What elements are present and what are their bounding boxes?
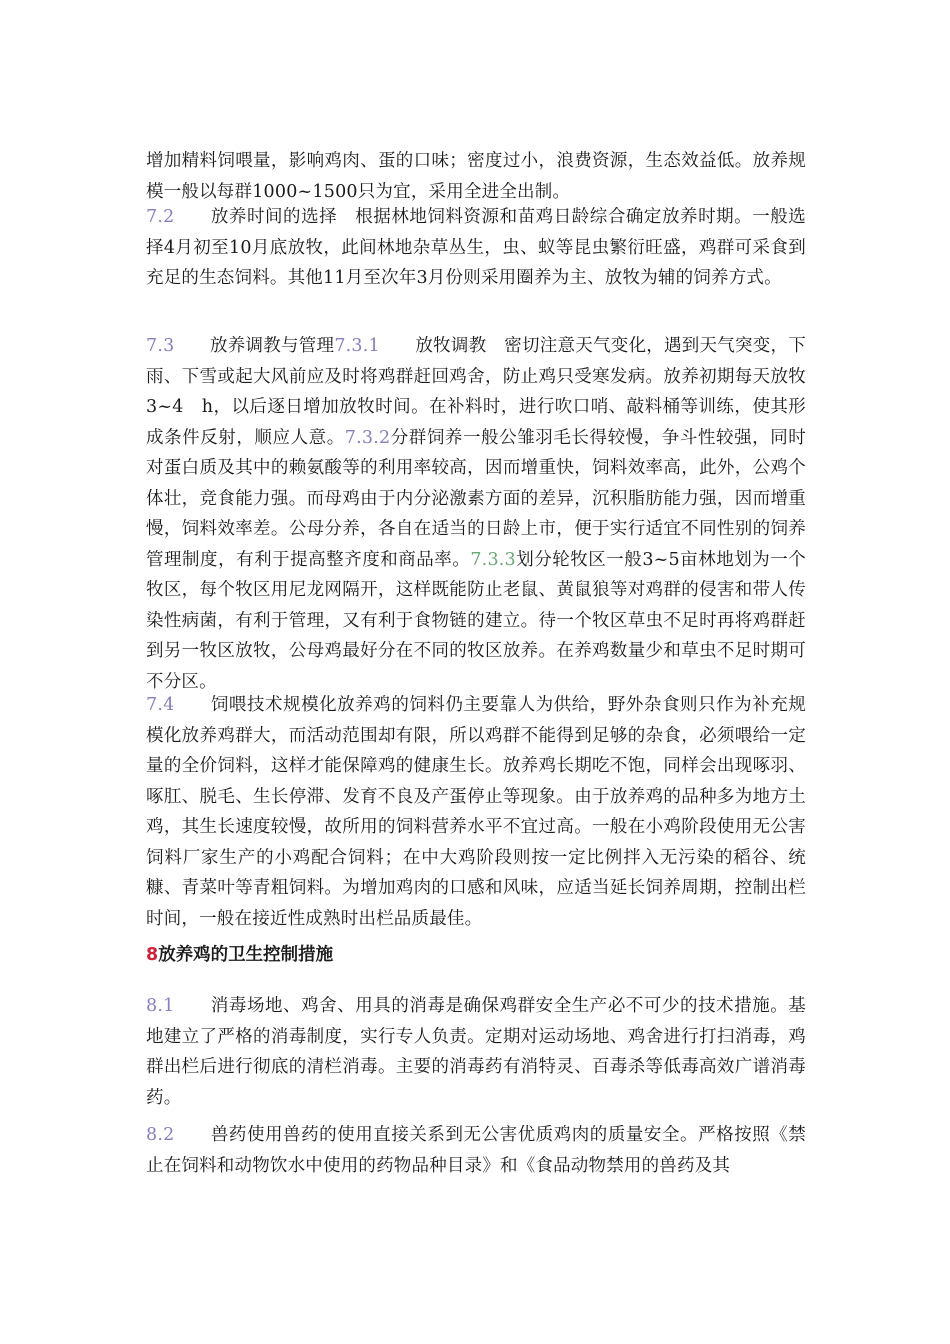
paragraph-text: 兽药使用兽药的使用直接关系到无公害优质鸡肉的质量安全。严格按照《禁止在饲料和动物饮水中使用的药物品种目录》和《食品动物禁用的兽药及其	[146, 1125, 806, 1176]
subsection-number: 7.3.3	[470, 549, 516, 570]
subsection-number: 7.3.1	[334, 336, 380, 356]
paragraph-text: 饲喂技术规模化放养鸡的饲料仍主要靠人为供给，野外杂食则只作为补充规模化放养鸡群大，而活动范围却有限，所以鸡群不能得到足够的杂食，必须喂给一定量的全价饲料，这样才能保障鸡的健康生长。放养鸡长期吃不饱，同样会出现啄羽、啄肛、脱毛、生长停滞、发育不良及产蛋停止等现象。由于放养鸡的品种多为地方土鸡，其生长速度较慢，故所用的饲料营养水平不宜过高。一般在小鸡阶段使用无公害饲料厂家生产的小鸡配合饲料；在中大鸡阶段则按一定比例拌入无污染的稻谷、统糠、青菜叶等青粗饲料。为增加鸡肉的口感和风味，应适当延长饲养周期，控制出栏时间，一般在接近性成熟时出栏品质最佳。	[146, 695, 806, 929]
section-number: 8.1	[146, 996, 175, 1016]
section-number: 7.2	[146, 207, 175, 227]
paragraph-7-2	[146, 202, 806, 294]
paragraph-text: 放养时间的选择 根据林地饲料资源和苗鸡日龄综合确定放养时期。一般选择4月初至10月底放牧，此间林地杂草丛生，虫、蚁等昆虫繁衍旺盛，鸡群可采食到充足的生态饲料。其他11月至次年3月份则采用圈养为主、放牧为辅的饲养方式。	[146, 207, 806, 288]
paragraph-text: 分群饲养一般公雏羽毛长得较慢，争斗性较强，同时对蛋白质及其中的赖氨酸等的利用率较高，因而增重快，饲料效率高，此外，公鸡个体壮，竞食能力强。而母鸡由于内分泌激素方面的差异，沉积脂肪能力强，因而增重慢，饲料效率差。公母分养，各自在适当的日龄上市，便于实行适宜不同性别的饲养管理制度，有利于提高整齐度和商品率。	[146, 427, 806, 570]
heading-text: 放养鸡的卫生控制措施	[158, 945, 334, 965]
paragraph-8-2	[146, 1120, 806, 1181]
paragraph-intro	[146, 146, 806, 207]
subsection-number: 7.3.2	[344, 427, 391, 448]
paragraph-text: 消毒场地、鸡舍、用具的消毒是确保鸡群安全生产必不可少的技术措施。基地建立了严格的消毒制度，实行专人负责。定期对运动场地、鸡舍进行打扫消毒，鸡群出栏后进行彻底的清栏消毒。主要的消毒药有消特灵、百毒杀等低毒高效广谱消毒药。	[146, 996, 806, 1108]
paragraph-7-3	[146, 331, 806, 697]
paragraph-text: 放养调教与管理	[210, 336, 335, 356]
heading-number: 8	[146, 945, 159, 965]
section-number: 7.4	[146, 695, 175, 715]
paragraph-8-1	[146, 991, 806, 1113]
paragraph-text: 划分轮牧区一般3~5亩林地划为一个牧区，每个牧区用尼龙网隔开，这样既能防止老鼠、黄鼠狼等对鸡群的侵害和带人传染性病菌，有利于管理，又有利于食物链的建立。待一个牧区草虫不足时再将鸡群赶到另一牧区放牧，公母鸡最好分在不同的牧区放养。在养鸡数量少和草虫不足时期可不分区。	[146, 549, 806, 692]
section-number: 7.3	[146, 336, 175, 356]
section-number: 8.2	[146, 1125, 175, 1145]
paragraph-7-4	[146, 690, 806, 934]
section-heading-8	[146, 940, 806, 970]
paragraph-text: 增加精料饲喂量，影响鸡肉、蛋的口味；密度过小，浪费资源，生态效益低。放养规模一般以每群1000~1500只为宜，采用全进全出制。	[146, 151, 806, 202]
paragraph-text: 放牧调教 密切注意天气变化，遇到天气突变，下雨、下雪或起大风前应及时将鸡群赶回鸡舍，防止鸡只受寒发病。放养初期每天放牧3~4 h，以后逐日增加放牧时间。在补料时，进行吹口哨、敲料桶等训练，使其形成条件反射，顺应人意。	[146, 336, 806, 448]
